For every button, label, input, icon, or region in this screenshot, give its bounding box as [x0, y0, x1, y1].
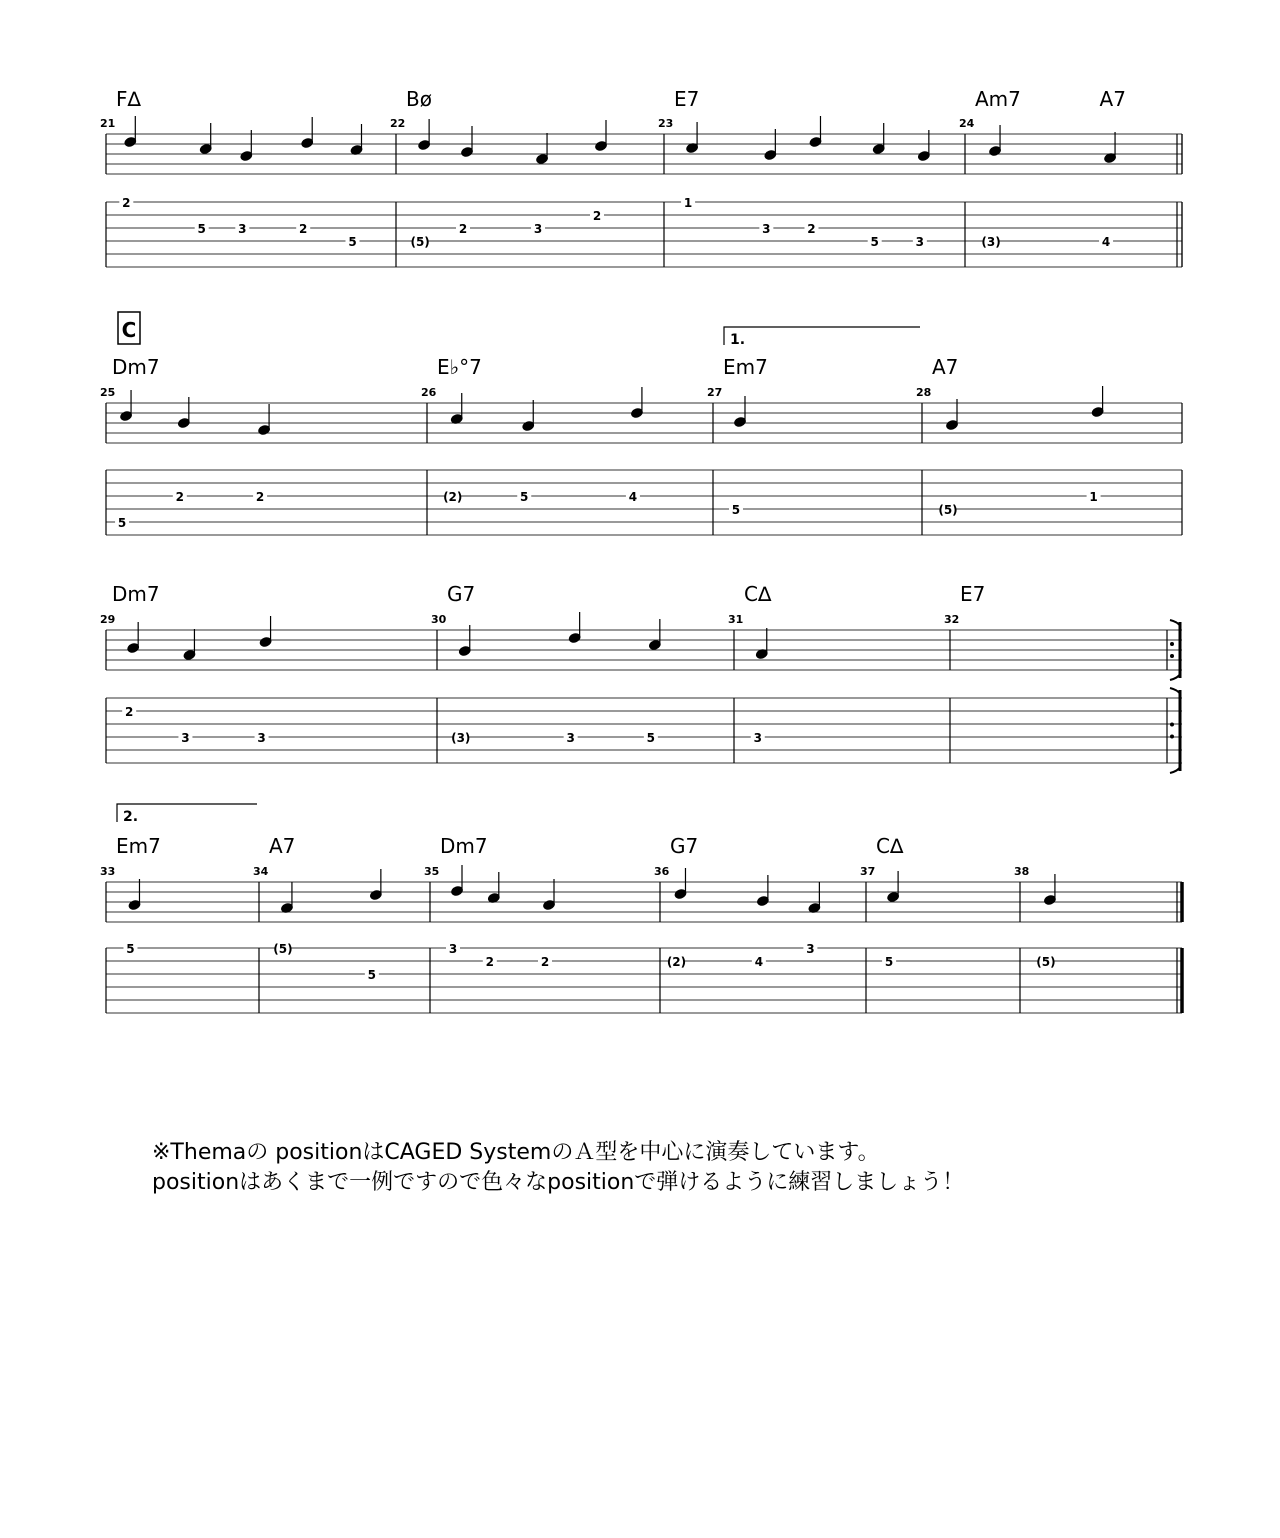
tab-fret-number: 2: [122, 196, 131, 210]
tab-fret-number: 3: [566, 731, 575, 745]
tab-fret-number: 5: [197, 222, 206, 236]
repeat-dot: [1170, 642, 1174, 646]
measure-number: 29: [100, 613, 116, 626]
measure-number: 21: [100, 117, 116, 130]
measure-number: 31: [728, 613, 744, 626]
chord-symbol: Em7: [116, 834, 161, 858]
footer-note: [152, 1138, 964, 1198]
tab-fret-number: 5: [870, 235, 879, 249]
measure-number: 23: [658, 117, 674, 130]
chord-symbol: Dm7: [112, 355, 160, 379]
volta-label: 1.: [730, 332, 746, 348]
measure-number: 37: [860, 865, 876, 878]
tab-fret-number: 1: [683, 196, 693, 210]
repeat-dot: [1170, 654, 1174, 658]
measure-number: 36: [654, 865, 670, 878]
tab-fret-number: 4: [628, 490, 638, 504]
tab-fret-number: (2): [443, 490, 463, 504]
chord-symbol: G7: [447, 582, 476, 606]
volta-label: 2.: [123, 809, 139, 825]
chord-symbol: A7: [1099, 87, 1126, 111]
tab-fret-number: 5: [646, 731, 656, 745]
tab-fret-number: 5: [367, 968, 377, 982]
tab-fret-number: 5: [884, 955, 894, 969]
measure-number: 32: [944, 613, 960, 626]
chord-symbol: G7: [670, 834, 699, 858]
measure-number: 38: [1014, 865, 1030, 878]
tab-fret-number: 2: [458, 222, 468, 236]
tab-fret-number: (2): [666, 955, 687, 969]
chord-symbol: C∆: [744, 582, 772, 606]
tab-fret-number: 2: [807, 222, 816, 236]
repeat-bracket-hook: [1170, 688, 1180, 694]
tab-fret-number: 2: [485, 955, 494, 969]
tab-fret-number: 2: [540, 955, 550, 969]
tab-fret-number: 2: [592, 209, 602, 223]
system-2: [106, 312, 1182, 535]
system-4: [106, 804, 1182, 1013]
system-1: [106, 116, 1182, 267]
tab-fret-number: 1: [1089, 490, 1098, 504]
measure-number: 30: [431, 613, 447, 626]
tab-fret-number: (5): [1036, 955, 1056, 969]
tab-fret-number: 3: [762, 222, 771, 236]
tab-fret-number: (3): [451, 731, 471, 745]
chord-symbol: Am7: [975, 87, 1021, 111]
repeat-dot: [1170, 735, 1174, 739]
measure-number: 26: [421, 386, 437, 399]
tab-fret-number: (5): [410, 235, 430, 249]
chord-symbol: Dm7: [112, 582, 160, 606]
chord-symbol: E7: [960, 582, 986, 606]
volta-bracket: [724, 327, 920, 345]
tab-fret-number: (5): [273, 942, 293, 956]
tab-fret-number: 5: [731, 503, 741, 517]
measure-number: 22: [390, 117, 406, 130]
chord-symbol: E♭°7: [437, 355, 482, 379]
repeat-bracket-hook: [1170, 674, 1180, 680]
measure-number: 28: [916, 386, 932, 399]
tab-fret-number: (3): [981, 235, 1001, 249]
tab-fret-number: 3: [915, 235, 925, 249]
footer-note-line-1: ※Themaの positionはCAGED SystemのＡ型を中心に演奏しています。: [152, 1140, 880, 1165]
chord-symbol: Dm7: [440, 834, 488, 858]
chord-symbol: A7: [269, 834, 296, 858]
rehearsal-mark: C: [121, 318, 137, 342]
tab-fret-number: 5: [520, 490, 529, 504]
tab-fret-number: 5: [117, 516, 127, 530]
tab-fret-number: 3: [181, 731, 190, 745]
tab-fret-number: 4: [754, 955, 764, 969]
tab-fret-number: 5: [126, 942, 135, 956]
measure-number: 33: [100, 865, 116, 878]
tab-fret-number: 3: [257, 731, 266, 745]
chord-symbol: C∆: [876, 834, 904, 858]
chord-symbol: Bø: [406, 87, 432, 111]
measure-number: 24: [959, 117, 975, 130]
chord-symbol: F∆: [116, 87, 141, 111]
measure-number: 34: [253, 865, 269, 878]
repeat-bracket-hook: [1170, 620, 1180, 626]
tab-fret-number: 5: [348, 235, 357, 249]
tab-fret-number: 4: [1101, 235, 1111, 249]
tab-fret-number: 2: [299, 222, 308, 236]
chord-symbol: E7: [674, 87, 700, 111]
measure-number: 25: [100, 386, 116, 399]
chord-symbol: Em7: [723, 355, 768, 379]
system-3: [106, 612, 1182, 773]
tab-fret-number: 3: [753, 731, 762, 745]
tab-fret-number: 2: [255, 490, 265, 504]
tab-fret-number: 3: [448, 942, 458, 956]
repeat-bracket-hook: [1170, 767, 1180, 773]
chord-symbol: A7: [932, 355, 959, 379]
tab-fret-number: 3: [806, 942, 815, 956]
measure-number: 27: [707, 386, 723, 399]
repeat-dot: [1170, 723, 1174, 727]
tab-fret-number: 3: [533, 222, 543, 236]
tab-fret-number: 2: [175, 490, 185, 504]
measure-number: 35: [424, 865, 440, 878]
footer-note-line-2: positionはあくまで一例ですので色々なpositionで弾けるように練習しましょう！: [152, 1170, 965, 1195]
tab-fret-number: (5): [938, 503, 958, 517]
tab-fret-number: 2: [124, 705, 134, 719]
tab-fret-number: 3: [238, 222, 247, 236]
